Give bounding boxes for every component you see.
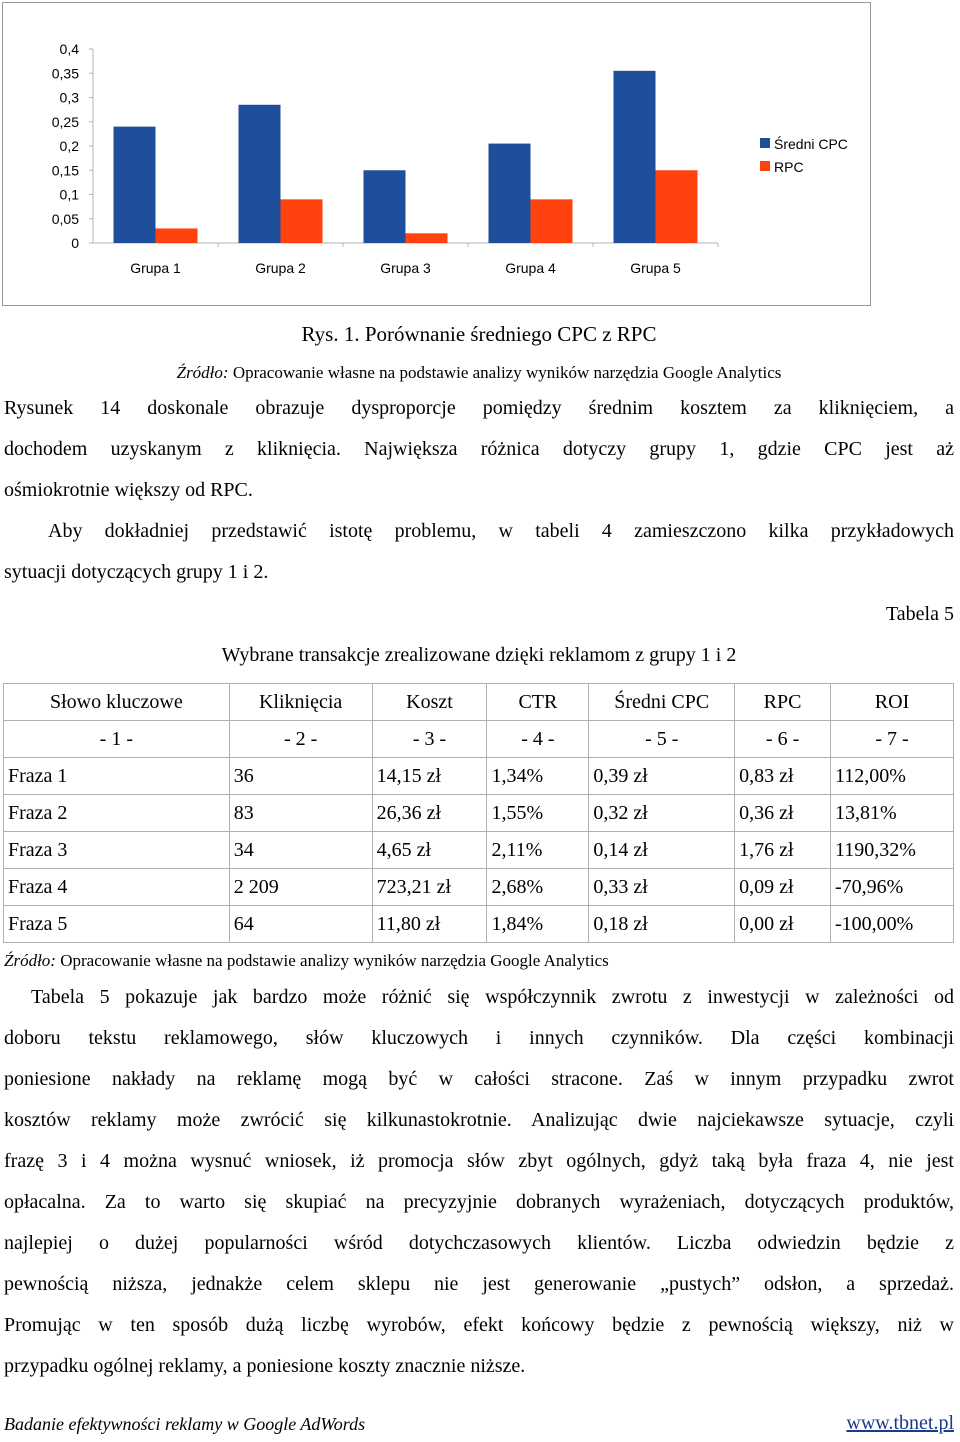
table-cell: Kliknięcia (229, 684, 372, 721)
bar (614, 71, 656, 243)
y-tick-label: 0,3 (59, 89, 79, 106)
table-cell: - 2 - (229, 721, 372, 758)
para3-line: pewnością niższa, jednakże celem sklepu nie jest generowanie „pustych” odsłon, a sprzedaż. (4, 1273, 954, 1295)
table-cell: 1,55% (487, 795, 589, 832)
table-cell: Średni CPC (589, 684, 735, 721)
table-cell: 64 (229, 906, 372, 943)
table-cell: 83 (229, 795, 372, 832)
table-cell: - 7 - (831, 721, 954, 758)
bar (364, 170, 406, 243)
para1-line: ośmiokrotnie większy od RPC. (4, 479, 253, 501)
source-label: Źródło: (176, 363, 229, 382)
table-number-row (4, 721, 954, 758)
x-tick-label: Grupa 4 (505, 260, 556, 276)
bar (114, 127, 156, 243)
table-row (4, 869, 954, 906)
table-row (4, 795, 954, 832)
source-label: Źródło: (4, 951, 56, 970)
table-cell: 0,83 zł (735, 758, 831, 795)
table-cell: Słowo kluczowe (4, 684, 230, 721)
table-cell: 0,09 zł (735, 869, 831, 906)
y-tick-label: 0,1 (59, 186, 79, 203)
table-cell: 1,84% (487, 906, 589, 943)
table-cell: 0,36 zł (735, 795, 831, 832)
table-cell: 0,39 zł (589, 758, 735, 795)
table-cell: Fraza 3 (4, 832, 230, 869)
table-row (4, 758, 954, 795)
table-cell: 2 209 (229, 869, 372, 906)
para3-line: przypadku ogólnej reklamy, a poniesione koszty znacznie niższe. (4, 1355, 526, 1377)
table-cell: -100,00% (831, 906, 954, 943)
bar (531, 199, 573, 243)
y-tick-label: 0,35 (51, 65, 79, 82)
table-cell: 34 (229, 832, 372, 869)
table-cell: 1,76 zł (735, 832, 831, 869)
para3-line: kosztów reklamy może zwrócić się kilkunastokrotnie. Analizując dwie najciekawsze sytuacje, czyli (4, 1109, 954, 1131)
bar (281, 199, 323, 243)
source-text: Opracowanie własne na podstawie analizy wyników narzędzia Google Analytics (55, 951, 609, 970)
x-tick-label: Grupa 3 (380, 260, 431, 276)
legend-swatch (760, 161, 770, 171)
table-cell: - 5 - (589, 721, 735, 758)
bar (489, 144, 531, 243)
table-cell: 1,34% (487, 758, 589, 795)
table-source (4, 951, 954, 971)
y-tick-label: 0,05 (51, 210, 79, 227)
table-cell: 0,00 zł (735, 906, 831, 943)
table-cell: - 4 - (487, 721, 589, 758)
table-cell: 723,21 zł (372, 869, 487, 906)
para3-line: najlepiej o dużej popularności wśród dotychczasowych klientów. Liczba odwiedzin będzie z (4, 1232, 954, 1254)
table-cell: 112,00% (831, 758, 954, 795)
table-cell: - 1 - (4, 721, 230, 758)
table-cell: 1190,32% (831, 832, 954, 869)
para2-line: sytuacji dotyczących grupy 1 i 2. (4, 561, 269, 583)
x-tick-label: Grupa 5 (630, 260, 681, 276)
para3-line: opłacalna. Za to warto się skupiać na precyzyjnie dobranych wyrażeniach, dotyczących produktów, (4, 1191, 954, 1213)
chart-svg (3, 3, 872, 307)
bar (239, 105, 281, 243)
table-cell: 0,14 zł (589, 832, 735, 869)
table-cell: Fraza 2 (4, 795, 230, 832)
source-text: Opracowanie własne na podstawie analizy wyników narzędzia Google Analytics (228, 363, 782, 382)
table-cell: 2,11% (487, 832, 589, 869)
table-cell: 14,15 zł (372, 758, 487, 795)
table-cell: Fraza 4 (4, 869, 230, 906)
table-cell: 0,33 zł (589, 869, 735, 906)
bar-chart (2, 2, 871, 306)
y-tick-label: 0,25 (51, 113, 79, 130)
legend-label: Średni CPC (774, 136, 848, 152)
table-cell: 4,65 zł (372, 832, 487, 869)
para3-line: Promując w ten sposób dużą liczbę wyrobów, efekt końcowy będzie z pewnością większy, niż w (4, 1314, 954, 1336)
table-cell: Koszt (372, 684, 487, 721)
table-cell: 0,18 zł (589, 906, 735, 943)
footer-title: Badanie efektywności reklamy w Google AdWords (4, 1414, 366, 1434)
para1-line: Rysunek 14 doskonale obrazuje dysproporcje pomiędzy średnim kosztem za kliknięciem, a (4, 397, 954, 419)
figure-caption: Rys. 1. Porównanie średniego CPC z RPC (301, 322, 657, 346)
y-tick-label: 0,2 (59, 138, 79, 154)
legend-swatch (760, 138, 770, 148)
legend-label: RPC (774, 159, 804, 175)
bar (156, 228, 198, 243)
para3-line: Tabela 5 pokazuje jak bardzo może różnić się współczynnik zwrotu z inwestycji w zależności od (31, 986, 954, 1008)
para3-line: frazę 3 i 4 można wysnuć wniosek, iż promocja słów zbyt ogólnych, gdyż taką była fraza 4, nie jest (4, 1150, 954, 1172)
table-cell: Fraza 5 (4, 906, 230, 943)
y-tick-label: 0,4 (59, 41, 79, 57)
para3-line: doboru tekstu reklamowego, słów kluczowych i innych czynników. Dla części kombinacji (4, 1027, 954, 1049)
table-cell: 26,36 zł (372, 795, 487, 832)
table-cell: -70,96% (831, 869, 954, 906)
table-cell: ROI (831, 684, 954, 721)
table-cell: 11,80 zł (372, 906, 487, 943)
figure-source (4, 363, 954, 383)
table-header-row (4, 684, 954, 721)
table-row (4, 906, 954, 943)
table-title: Wybrane transakcje zrealizowane dzięki reklamom z grupy 1 i 2 (221, 644, 737, 666)
table-cell: CTR (487, 684, 589, 721)
table-cell: Fraza 1 (4, 758, 230, 795)
table-cell: 36 (229, 758, 372, 795)
table-row (4, 832, 954, 869)
table-label: Tabela 5 (885, 603, 954, 625)
para1-line: dochodem uzyskanym z kliknięcia. Największa różnica dotyczy grupy 1, gdzie CPC jest aż (4, 438, 954, 460)
table-cell: RPC (735, 684, 831, 721)
table-cell: - 3 - (372, 721, 487, 758)
bar (656, 170, 698, 243)
table-cell: 2,68% (487, 869, 589, 906)
table-cell: 13,81% (831, 795, 954, 832)
y-tick-label: 0 (71, 235, 79, 251)
data-table (3, 683, 954, 943)
bar (406, 233, 448, 243)
table-cell: 0,32 zł (589, 795, 735, 832)
y-tick-label: 0,15 (51, 162, 79, 179)
x-tick-label: Grupa 1 (130, 260, 181, 276)
x-tick-label: Grupa 2 (255, 260, 306, 276)
footer-link[interactable]: www.tbnet.pl (846, 1412, 954, 1434)
para2-line: Aby dokładniej przedstawić istotę problemu, w tabeli 4 zamieszczono kilka przykładowych (48, 520, 954, 542)
para3-line: poniesione nakłady na reklamę mogą być w całości stracone. Zaś w innym przypadku zwrot (4, 1068, 954, 1090)
table-cell: - 6 - (735, 721, 831, 758)
